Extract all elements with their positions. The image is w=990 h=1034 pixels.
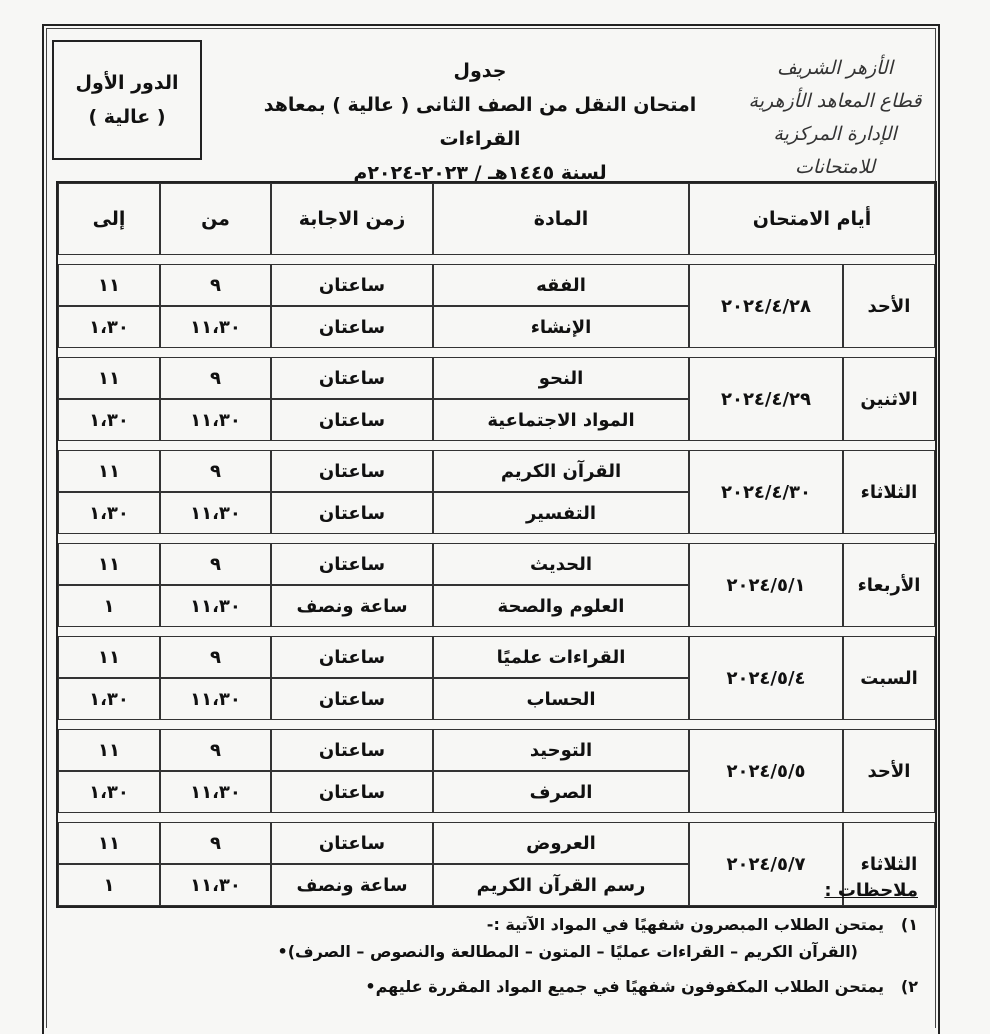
exam-day: الاثنين: [843, 357, 935, 441]
exam-date: ٢٠٢٤/٥/١: [689, 543, 843, 627]
table-row: [58, 822, 935, 864]
azhar-logo: [735, 52, 935, 184]
notes-section: [90, 880, 918, 1004]
header-from: من: [160, 183, 271, 255]
row-spacer: [58, 441, 935, 450]
row-spacer: [58, 255, 935, 264]
subject-cell: القرآن الكريم: [433, 450, 689, 492]
note-2-text: يمتحن الطلاب المكفوفون شفهيًا في جميع المواد المقررة عليهم•: [365, 977, 884, 996]
logo-line-1: الأزهر الشريف: [776, 57, 894, 79]
exam-day: السبت: [843, 636, 935, 720]
exam-day: الثلاثاء: [843, 822, 935, 906]
note-2-number: ٢): [900, 977, 918, 996]
to-cell: ١: [58, 585, 160, 627]
exam-date: ٢٠٢٤/٥/٤: [689, 636, 843, 720]
note-2: [90, 977, 918, 996]
table-row: [58, 357, 935, 399]
header-to: إلى: [58, 183, 160, 255]
doc-subtitle: امتحان النقل من الصف الثانى ( عالية ) بمعاهد القراءات: [263, 94, 697, 150]
note-1-number: ١): [900, 915, 918, 934]
to-cell: ١١: [58, 357, 160, 399]
row-spacer: [58, 348, 935, 357]
duration-cell: ساعتان: [271, 678, 433, 720]
duration-cell: ساعتان: [271, 543, 433, 585]
to-cell: ١،٣٠: [58, 771, 160, 813]
header-subject: المادة: [433, 183, 689, 255]
duration-cell: ساعتان: [271, 399, 433, 441]
subject-cell: القراءات علميًا: [433, 636, 689, 678]
subject-cell: المواد الاجتماعية: [433, 399, 689, 441]
note-1-subjects: (القرآن الكريم – القراءات عمليًا – المتون – المطالعة والنصوص – الصرف)•: [277, 942, 858, 961]
subject-cell: رسم القرآن الكريم: [433, 864, 689, 906]
row-spacer: [58, 813, 935, 822]
to-cell: ١،٣٠: [58, 306, 160, 348]
spacer-cell: [58, 441, 935, 450]
note-1: [90, 915, 918, 934]
from-cell: ١١،٣٠: [160, 585, 271, 627]
row-spacer: [58, 534, 935, 543]
exam-date: ٢٠٢٤/٤/٢٨: [689, 264, 843, 348]
spacer-cell: [58, 348, 935, 357]
duration-cell: ساعتان: [271, 729, 433, 771]
subject-cell: التوحيد: [433, 729, 689, 771]
exam-date: ٢٠٢٤/٤/٢٩: [689, 357, 843, 441]
subject-cell: الحديث: [433, 543, 689, 585]
from-cell: ١١،٣٠: [160, 864, 271, 906]
duration-cell: ساعتان: [271, 636, 433, 678]
round-label: الدور الأول: [75, 72, 179, 94]
duration-cell: ساعتان: [271, 357, 433, 399]
table-row: [58, 450, 935, 492]
duration-cell: ساعتان: [271, 822, 433, 864]
spacer-cell: [58, 255, 935, 264]
from-cell: ٩: [160, 543, 271, 585]
from-cell: ١١،٣٠: [160, 399, 271, 441]
duration-cell: ساعتان: [271, 306, 433, 348]
from-cell: ٩: [160, 729, 271, 771]
subject-cell: الحساب: [433, 678, 689, 720]
duration-cell: ساعة ونصف: [271, 864, 433, 906]
subject-cell: الفقه: [433, 264, 689, 306]
to-cell: ١١: [58, 729, 160, 771]
to-cell: ١١: [58, 822, 160, 864]
duration-cell: ساعتان: [271, 492, 433, 534]
subject-cell: النحو: [433, 357, 689, 399]
to-cell: ١،٣٠: [58, 492, 160, 534]
title-block: [230, 54, 730, 190]
from-cell: ٩: [160, 357, 271, 399]
duration-cell: ساعتان: [271, 450, 433, 492]
to-cell: ١: [58, 864, 160, 906]
doc-title: جدول: [453, 60, 507, 82]
from-cell: ١١،٣٠: [160, 771, 271, 813]
from-cell: ١١،٣٠: [160, 492, 271, 534]
exam-date: ٢٠٢٤/٥/٥: [689, 729, 843, 813]
exam-day: الأحد: [843, 264, 935, 348]
from-cell: ١١،٣٠: [160, 678, 271, 720]
doc-year: لسنة ١٤٤٥هـ / ٢٠٢٣-٢٠٢٤م: [353, 162, 607, 184]
exam-schedule-table: [56, 181, 937, 908]
from-cell: ٩: [160, 264, 271, 306]
duration-cell: ساعتان: [271, 771, 433, 813]
note-1-text: يمتحن الطلاب المبصرون شفهيًا في المواد الآتية :-: [486, 915, 884, 934]
table-row: [58, 729, 935, 771]
table-header-row: [58, 183, 935, 255]
to-cell: ١١: [58, 636, 160, 678]
logo-line-3: الإدارة المركزية للامتحانات: [773, 123, 897, 178]
round-level: ( عالية ): [88, 106, 166, 128]
from-cell: ١١،٣٠: [160, 306, 271, 348]
from-cell: ٩: [160, 636, 271, 678]
table-row: [58, 636, 935, 678]
spacer-cell: [58, 627, 935, 636]
subject-cell: الإنشاء: [433, 306, 689, 348]
spacer-cell: [58, 534, 935, 543]
subject-cell: العلوم والصحة: [433, 585, 689, 627]
table-body: [58, 255, 935, 906]
spacer-cell: [58, 813, 935, 822]
table-row: [58, 264, 935, 306]
table-row: [58, 543, 935, 585]
header-duration: زمن الاجابة: [271, 183, 433, 255]
row-spacer: [58, 627, 935, 636]
logo-line-2: قطاع المعاهد الأزهرية: [748, 90, 922, 112]
from-cell: ٩: [160, 450, 271, 492]
subject-cell: الصرف: [433, 771, 689, 813]
exam-date: ٢٠٢٤/٥/٧: [689, 822, 843, 906]
duration-cell: ساعة ونصف: [271, 585, 433, 627]
to-cell: ١١: [58, 264, 160, 306]
notes-title: ملاحظات :: [824, 880, 918, 901]
subject-cell: التفسير: [433, 492, 689, 534]
to-cell: ١،٣٠: [58, 678, 160, 720]
exam-day: الثلاثاء: [843, 450, 935, 534]
subject-cell: العروض: [433, 822, 689, 864]
exam-day: الأربعاء: [843, 543, 935, 627]
to-cell: ١،٣٠: [58, 399, 160, 441]
to-cell: ١١: [58, 543, 160, 585]
exam-day: الأحد: [843, 729, 935, 813]
duration-cell: ساعتان: [271, 264, 433, 306]
to-cell: ١١: [58, 450, 160, 492]
from-cell: ٩: [160, 822, 271, 864]
round-box: [52, 40, 202, 160]
spacer-cell: [58, 720, 935, 729]
exam-date: ٢٠٢٤/٤/٣٠: [689, 450, 843, 534]
row-spacer: [58, 720, 935, 729]
header-days: أيام الامتحان: [689, 183, 935, 255]
